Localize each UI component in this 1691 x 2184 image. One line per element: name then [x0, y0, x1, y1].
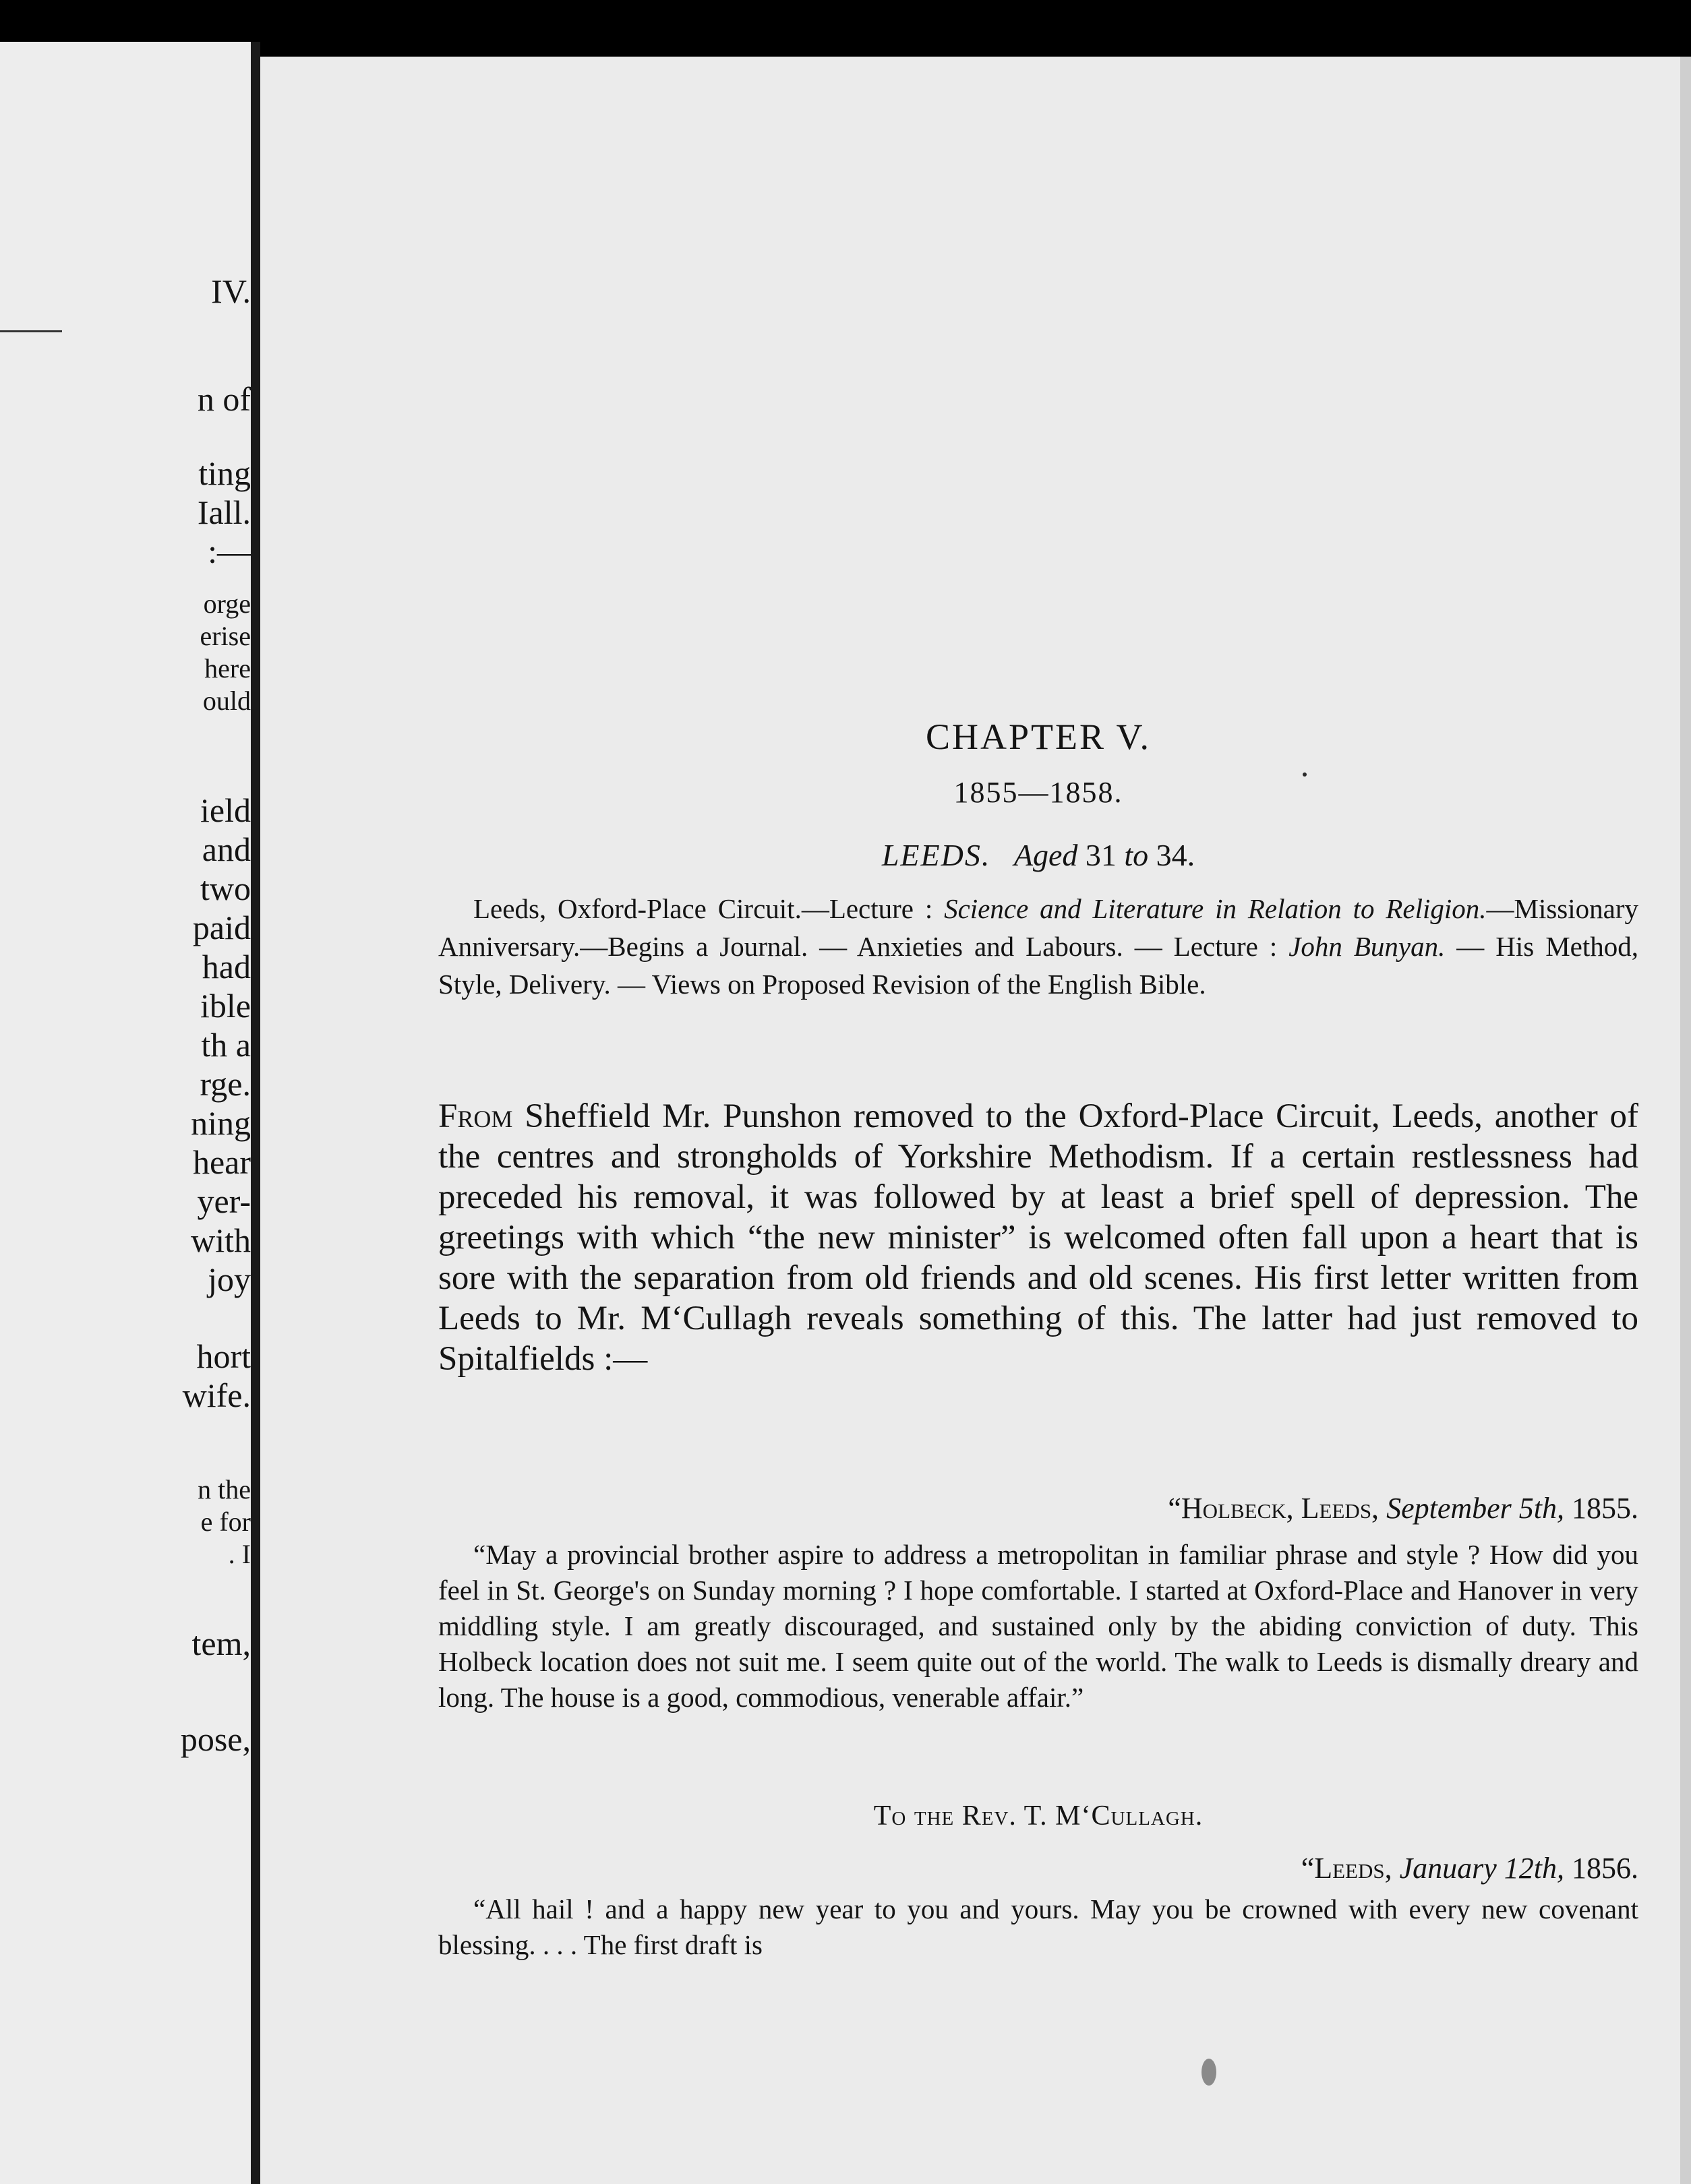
aged-label: Aged	[1013, 838, 1078, 872]
synopsis-lecture-1: Science and Literature in Relation to Religion.	[944, 893, 1487, 924]
left-page-line: joy	[208, 1261, 251, 1298]
chapter-place: LEEDS.	[881, 838, 991, 872]
left-page-line: pose,	[180, 1720, 251, 1758]
left-page-line: ield	[200, 791, 251, 829]
chapter-synopsis	[438, 890, 1638, 1003]
left-page-line: with	[191, 1221, 251, 1259]
synopsis-middle: —Missionary Anniversary.—Begins a Journal. — Anxieties and Labours. — Lecture :	[438, 893, 1638, 962]
left-page-line: hear	[192, 1143, 251, 1181]
letter-1-dateline	[438, 1491, 1638, 1525]
ink-speck	[1202, 2059, 1216, 2086]
main-paragraph	[438, 1096, 1638, 1379]
left-page-line: two	[200, 870, 251, 907]
left-page-line: e for	[200, 1507, 251, 1537]
letter-2-place: “Leeds,	[1301, 1852, 1392, 1885]
letter-2-date: January 12th,	[1399, 1852, 1564, 1885]
left-page-line: and	[202, 830, 251, 868]
chapter-title: CHAPTER V.	[925, 717, 1152, 757]
letter-1-body: “May a provincial brother aspire to address a metropolitan in familiar phrase and style ? How did you feel in St. George's on Sunday morning ? I hope comfortable. I started at Oxford-Place and Hanover in very middling style. I am greatly discouraged, and sustained only by the abiding conviction of duty. This Holbeck location does not suit me. I seem quite out of the world. The walk to Leeds is dismally dreary and long. The house is a good, commodious, venerable affair.”	[438, 1539, 1638, 1713]
synopsis-tail: — His Method, Style, Delivery. — Views on Proposed Revision of the English Bible.	[438, 931, 1638, 1000]
letter-2-body: “All hail ! and a happy new year to you and yours. May you be crowned with every new covenant blessing. . . . The first draft is	[438, 1893, 1638, 1960]
letter-1-date: September 5th,	[1386, 1492, 1564, 1525]
chapter-place-age	[438, 837, 1638, 873]
left-page-line: ould	[202, 686, 251, 716]
left-page-rule	[0, 330, 62, 332]
left-page-line: ting	[198, 454, 251, 492]
letter-1-year: 1855.	[1572, 1492, 1638, 1525]
chapter-years: 1855—1858.	[953, 776, 1123, 809]
paragraph-first-word: From	[438, 1097, 513, 1135]
left-page-line: tem,	[191, 1625, 251, 1662]
left-page-line: Iall.	[197, 493, 251, 531]
left-page-line: paid	[192, 909, 251, 946]
left-page-line: . I	[228, 1539, 251, 1569]
age-from: 31	[1085, 838, 1117, 872]
book-page	[260, 57, 1680, 2184]
left-page-line: n of	[197, 380, 251, 418]
left-page-line: orge	[203, 588, 251, 619]
left-page-line: IV.	[211, 272, 251, 310]
left-page-line: erise	[200, 621, 251, 651]
letter-2-year: 1856.	[1572, 1852, 1638, 1885]
left-page-line: had	[202, 948, 251, 985]
synopsis-lecture-2: John Bunyan.	[1288, 931, 1446, 962]
letter-1-place: “Holbeck, Leeds,	[1168, 1492, 1380, 1525]
left-page-line: wife.	[182, 1376, 251, 1414]
left-page-line: n the	[198, 1474, 251, 1505]
letter-2-addressee: To the Rev. T. M‘Cullagh.	[873, 1800, 1204, 1831]
left-facing-page	[0, 42, 251, 2184]
left-page-line: hort	[196, 1337, 251, 1375]
page-edge	[1680, 57, 1691, 2184]
paragraph-text: Sheffield Mr. Punshon removed to the Oxford-Place Circuit, Leeds, another of the centres and strongholds of Yorkshire Methodism. If a certain restlessness had preceded his removal, it was followed by at least a brief spell of depression. The greetings with which “the new minister” is welcomed often fall upon a heart that is sore with the separation from old friends and old scenes. His first letter written from Leeds to Mr. M‘Cullagh reveals something of this. The latter had just removed to Spitalfields :—	[438, 1097, 1638, 1378]
book-gutter	[251, 42, 260, 2184]
left-page-line: yer-	[197, 1182, 251, 1220]
left-page-line: ning	[191, 1104, 251, 1142]
ink-speck	[1303, 772, 1307, 777]
left-page-line: :—	[208, 533, 251, 570]
age-to-word: to	[1124, 838, 1149, 872]
synopsis-lead: Leeds, Oxford-Place Circuit.—Lecture :	[473, 893, 945, 924]
left-page-line: rge.	[200, 1065, 251, 1103]
left-page-line: th a	[201, 1026, 251, 1064]
age-to: 34.	[1156, 838, 1195, 872]
left-page-line: here	[204, 653, 251, 684]
letter-2-dateline	[438, 1851, 1638, 1885]
left-page-line: ible	[200, 987, 251, 1025]
